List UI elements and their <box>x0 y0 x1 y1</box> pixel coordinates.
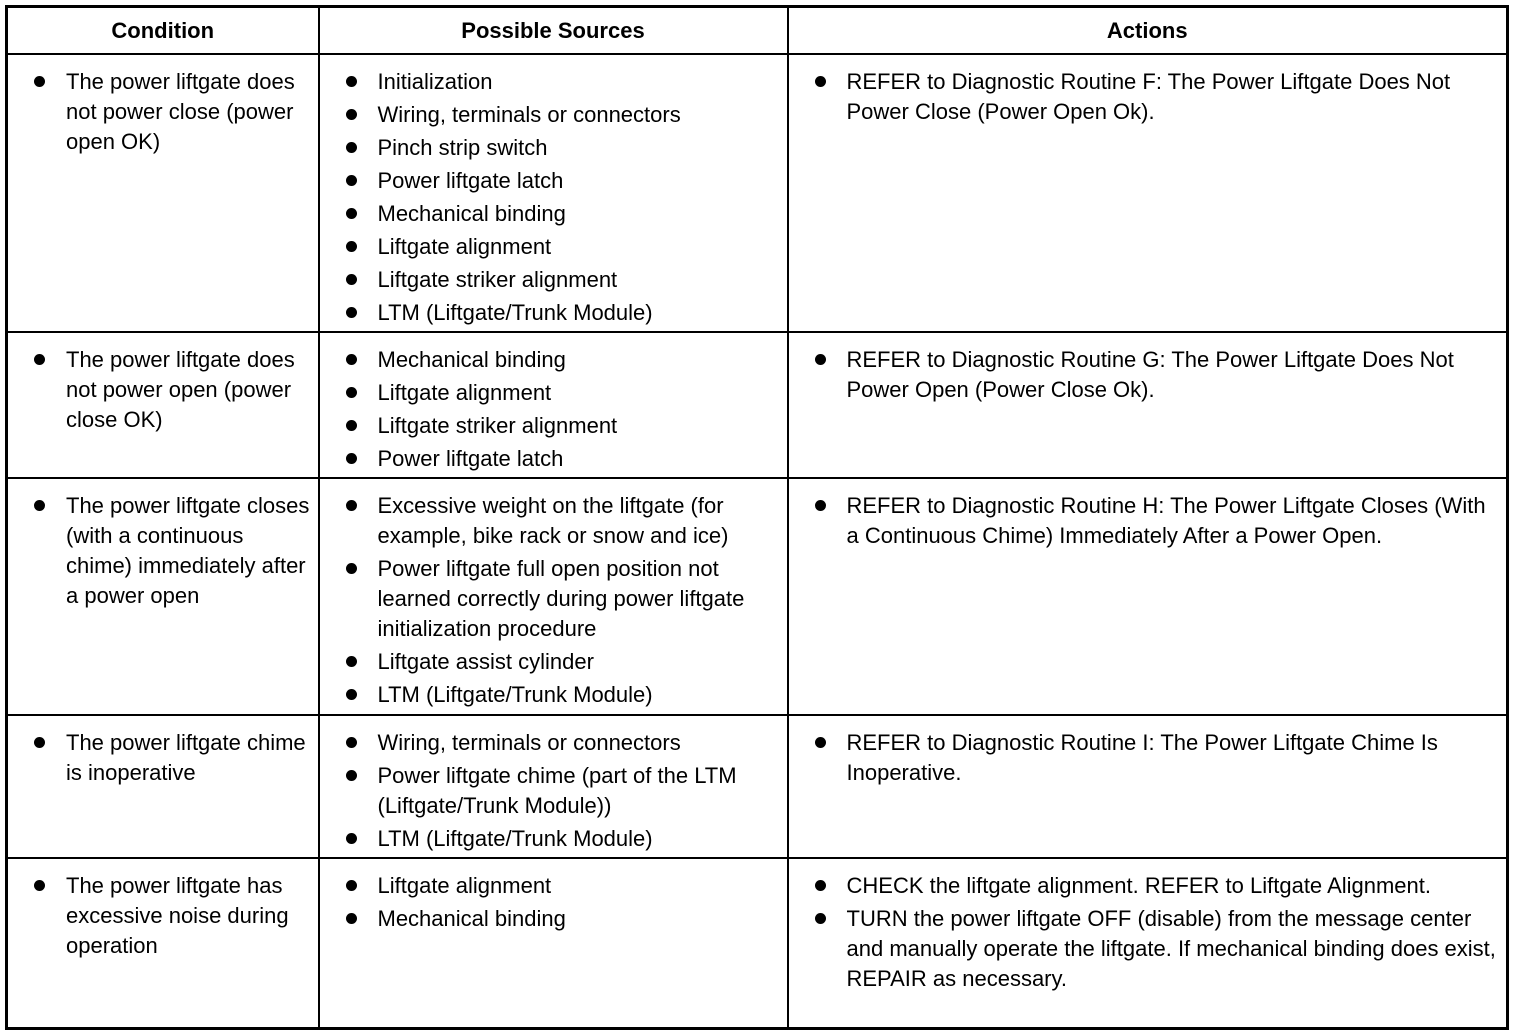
condition-item: The power liftgate does not power open (power close OK) <box>8 345 310 435</box>
table-row <box>7 478 1508 715</box>
condition-cell <box>7 54 319 332</box>
sources-list <box>320 333 787 474</box>
sources-list <box>320 859 787 934</box>
source-item: Initialization <box>320 67 779 97</box>
actions-list <box>789 479 1507 551</box>
diagnostic-table <box>5 5 1509 1030</box>
condition-item: The power liftgate has excessive noise during operation <box>8 871 310 961</box>
source-item: Excessive weight on the liftgate (for example, bike rack or snow and ice) <box>320 491 779 551</box>
actions-list <box>789 716 1507 788</box>
table-row <box>7 332 1508 478</box>
source-item: Mechanical binding <box>320 904 779 934</box>
condition-item: The power liftgate closes (with a continuous chime) immediately after a power open <box>8 491 310 611</box>
source-item: Wiring, terminals or connectors <box>320 728 779 758</box>
actions-list <box>789 55 1507 127</box>
source-item: Wiring, terminals or connectors <box>320 100 779 130</box>
possible-sources-cell <box>319 858 788 1028</box>
possible-sources-cell <box>319 54 788 332</box>
source-item: Power liftgate latch <box>320 166 779 196</box>
condition-list <box>8 716 318 788</box>
table-row <box>7 715 1508 858</box>
sources-list <box>320 55 787 328</box>
source-item: Liftgate assist cylinder <box>320 647 779 677</box>
action-item: CHECK the liftgate alignment. REFER to Liftgate Alignment. <box>789 871 1499 901</box>
actions-list <box>789 859 1507 994</box>
action-item: REFER to Diagnostic Routine G: The Power Liftgate Does Not Power Open (Power Close Ok). <box>789 345 1499 405</box>
possible-sources-cell <box>319 332 788 478</box>
actions-cell <box>788 858 1508 1028</box>
condition-cell <box>7 715 319 858</box>
source-item: Liftgate striker alignment <box>320 411 779 441</box>
header-possible-sources: Possible Sources <box>319 7 788 55</box>
source-item: Pinch strip switch <box>320 133 779 163</box>
source-item: Liftgate striker alignment <box>320 265 779 295</box>
source-item: LTM (Liftgate/Trunk Module) <box>320 680 779 710</box>
table-row <box>7 858 1508 1028</box>
header-condition: Condition <box>7 7 319 55</box>
sources-list <box>320 479 787 710</box>
actions-list <box>789 333 1507 405</box>
condition-list <box>8 55 318 157</box>
condition-list <box>8 479 318 611</box>
header-actions: Actions <box>788 7 1508 55</box>
condition-cell <box>7 332 319 478</box>
source-item: Liftgate alignment <box>320 378 779 408</box>
condition-cell <box>7 858 319 1028</box>
action-item: TURN the power liftgate OFF (disable) from the message center and manually operate the liftgate. If mechanical binding does exist, REPAIR as necessary. <box>789 904 1499 994</box>
action-item: REFER to Diagnostic Routine F: The Power Liftgate Does Not Power Close (Power Open Ok). <box>789 67 1499 127</box>
condition-list <box>8 859 318 961</box>
actions-cell <box>788 715 1508 858</box>
actions-cell <box>788 54 1508 332</box>
source-item: LTM (Liftgate/Trunk Module) <box>320 824 779 854</box>
condition-list <box>8 333 318 435</box>
condition-cell <box>7 478 319 715</box>
source-item: Liftgate alignment <box>320 871 779 901</box>
source-item: Power liftgate chime (part of the LTM (Liftgate/Trunk Module)) <box>320 761 779 821</box>
source-item: LTM (Liftgate/Trunk Module) <box>320 298 779 328</box>
sources-list <box>320 716 787 854</box>
possible-sources-cell <box>319 478 788 715</box>
table-row <box>7 54 1508 332</box>
source-item: Power liftgate latch <box>320 444 779 474</box>
condition-item: The power liftgate chime is inoperative <box>8 728 310 788</box>
source-item: Power liftgate full open position not learned correctly during power liftgate initialization procedure <box>320 554 779 644</box>
header-row <box>7 7 1508 55</box>
source-item: Mechanical binding <box>320 199 779 229</box>
source-item: Liftgate alignment <box>320 232 779 262</box>
condition-item: The power liftgate does not power close (power open OK) <box>8 67 310 157</box>
possible-sources-cell <box>319 715 788 858</box>
action-item: REFER to Diagnostic Routine H: The Power Liftgate Closes (With a Continuous Chime) Immediately After a Power Open. <box>789 491 1499 551</box>
actions-cell <box>788 332 1508 478</box>
source-item: Mechanical binding <box>320 345 779 375</box>
action-item: REFER to Diagnostic Routine I: The Power Liftgate Chime Is Inoperative. <box>789 728 1499 788</box>
actions-cell <box>788 478 1508 715</box>
